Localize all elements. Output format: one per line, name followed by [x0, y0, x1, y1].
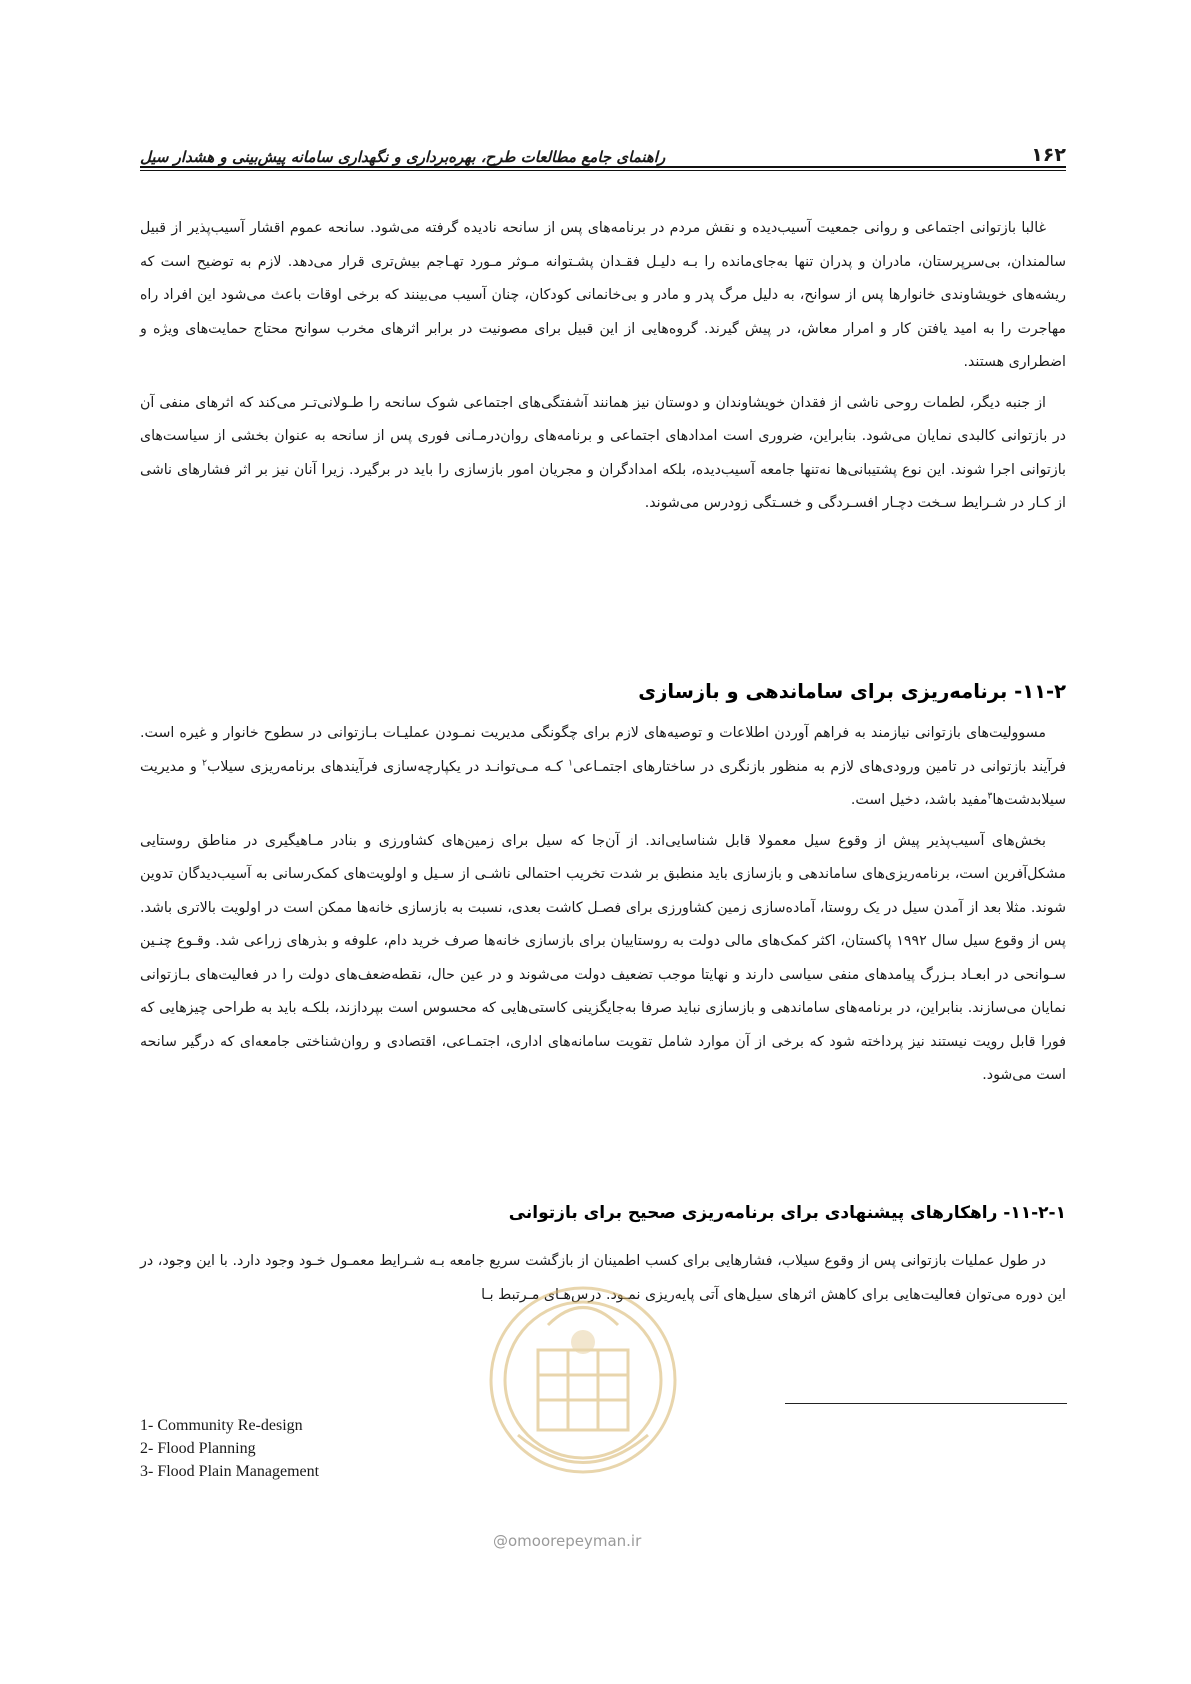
paragraph-11-2-2: بخش‌های آسیب‌پذیر پیش از وقوع سیل معمولا قابل شناسایی‌اند. از آن‌جا که سیل برای زمین‌های کشاورزی و بنادر مـاهیگیری در مناطق روستایی مشکل‌آفرین است، برنامه‌ریزی‌های ساماندهی و بازسازی باید منطبق بر شدت تخریب احتمالی ناشـی از سـیل و اولویت‌های کمک‌رسانی به آسیب‌دیدگان تدوین شوند. مثلا بعد از آمدن سیل در یک روستا، آماده‌سازی زمین کشاورزی برای فصـل کاشت بعدی، نسبت به بازسازی خانه‌ها ممکن است در اولویت بالاتری باشد. پس از وقوع سیل سال ۱۹۹۲ پاکستان، اکثر کمک‌های مالی دولت به روستاییان برای بازسازی خانه‌ها صرف خرید دام، علوفه و بذرهای زراعی شد. وقـوع چنـین سـوانحی در ابعـاد بـزرگ پیامدهای منفی سیاسی دارند و نهایتا موجب تضعیف دولت می‌شوند و در عین حال، نقطه‌ضعف‌های دولت را در فعالیت‌های بـازتوانی نمایان می‌سازند. بنابراین، در برنامه‌های ساماندهی و بازسازی نباید صرفا به‌جایگزینی کاستی‌هایی که محسوس است بپردازند، بلکـه باید به طراحی چیزهایی که فورا قابل رویت نیستند نیز پرداخته شود که برخی از آن موارد شامل تقویت سامانه‌های اداری، اجتمـاعی، اقتصادی و روان‌شناختی جامعه‌ای که درگیر سانحه است می‌شود. — [140, 832, 1066, 1083]
watermark-url-text: omoorepeyman.ir — [508, 1532, 642, 1550]
footnote-ref-1: ۱ — [568, 757, 573, 768]
paragraph-intro-2: از جنبه دیگر، لطمات روحی ناشی از فقدان خویشاوندان و دوستان نیز همانند آشفتگی‌های اجتماعی شوک سانحه را طـولانی‌تـر می‌کند که اثرهای منفی آن در بازتوانی کالبدی نمایان می‌شود. بنابراین، ضروری است امدادهای اجتماعی و برنامه‌های روان‌درمـانی فوری پس از سانحه به عنوان بخشی از سیاست‌های بازتوانی اجرا شوند. این نوع پشتیبانی‌ها نه‌تنها جامعه آسیب‌دیده، بلکه امدادگران و مجریان امور بازسازی را باید در برگیرد. زیرا آنان نیز بر اثر فشارهای ناشی از کـار در شـرایط سـخت دچـار افسـردگی و خسـتگی زودرس می‌شوند. — [140, 394, 1066, 511]
footnote-2: 2- Flood Planning — [140, 1440, 256, 1457]
footnote-ref-2: ۲ — [202, 757, 208, 768]
running-title: راهنمای جامع مطالعات طرح، بهره‌برداری و نگهداری سامانه پیش‌بینی و هشدار سیل — [140, 148, 666, 166]
footnote-rule — [785, 1403, 1067, 1404]
intro-text-block — [140, 212, 1066, 528]
section-heading-11-2-1: ۱۱-۲-۱- راهکارهای پیشنهادی برای برنامه‌ریزی صحیح برای بازتوانی — [508, 1203, 1066, 1223]
footnote-ref-3: ۳ — [987, 791, 993, 802]
paragraph-11-2-1 — [140, 717, 1066, 818]
text-run: مسوولیت‌های بازتوانی نیازمند به فراهم آوردن اطلاعات و توصیه‌های لازم برای چگونگی مدیریت نمـودن عملیـات بـازتوانی در سطوح خانوار و غیره است. فرآیند بازتوانی در تامین ورودی‌های لازم به منظور بازنگری در ساختارهای اجتمـاعی — [140, 725, 1066, 775]
paragraph-intro-1: غالبا بازتوانی اجتماعی و روانی جمعیت آسیب‌دیده و نقش مردم در برنامه‌های پس از سانحه نادیده گرفته می‌شود. سانحه عموم اقشار آسیب‌پذیر از قبیل سالمندان، بی‌سرپرستان، مادران و پدران تنها به‌جای‌مانده را بـه دلیـل فقـدان پشـتوانه مـوثر مـورد تهـاجم بیش‌تری قرار می‌دهد. لازم به توضیح است که ریشه‌های خویشاوندی خانوارها پس از سوانح، به دلیل مرگ پدر و مادر و بی‌خانمانی کودکان، چنان آسیب می‌بینند که برخی اوقات باعث می‌شود این افراد راه مهاجرت را به امید یافتن کار و امرار معاش، در پیش گیرند. گروه‌هایی از این قبیل برای مصونیت در برابر اثرهای مخرب سوانح محتاج حمایت‌های ویژه و اضطراری هستند. — [140, 220, 1066, 370]
footnote-1: 1- Community Re-design — [140, 1417, 303, 1434]
section-heading-11-2: ۱۱-۲- برنامه‌ریزی برای ساماندهی و بازسازی — [638, 680, 1066, 703]
page-number: ۱۶۲ — [1031, 144, 1066, 166]
text-run: کـه مـی‌توانـد در یکپارچه‌سازی فرآیندهای برنامه‌ریزی سیلاب — [207, 758, 569, 775]
running-header — [140, 130, 1066, 166]
text-run: مفید باشد، دخیل است. — [850, 792, 988, 808]
paragraph-11-2-1-1: در طول عملیات بازتوانی پس از وقوع سیلاب، فشارهایی برای کسب اطمینان از بازگشت سریع جامعه بـه شـرایط معمـول خـود وجود دارد. با این وجود، در این دوره می‌توان فعالیت‌هایی برای کاهش اثرهای سیل‌های آتی پایه‌ریزی نمـود. درس‌هـای مـرتبط بـا — [140, 1253, 1066, 1303]
footnotes — [140, 1414, 319, 1483]
watermark-logo-icon — [478, 1230, 688, 1530]
watermark-url: @omoorepeyman.ir — [493, 1532, 642, 1550]
header-rule — [140, 166, 1066, 171]
section-11-2-text — [140, 717, 1066, 1100]
text-run: و مدیریت سیلابدشت‌ها — [140, 758, 1066, 808]
footnote-3: 3- Flood Plain Management — [140, 1463, 320, 1480]
